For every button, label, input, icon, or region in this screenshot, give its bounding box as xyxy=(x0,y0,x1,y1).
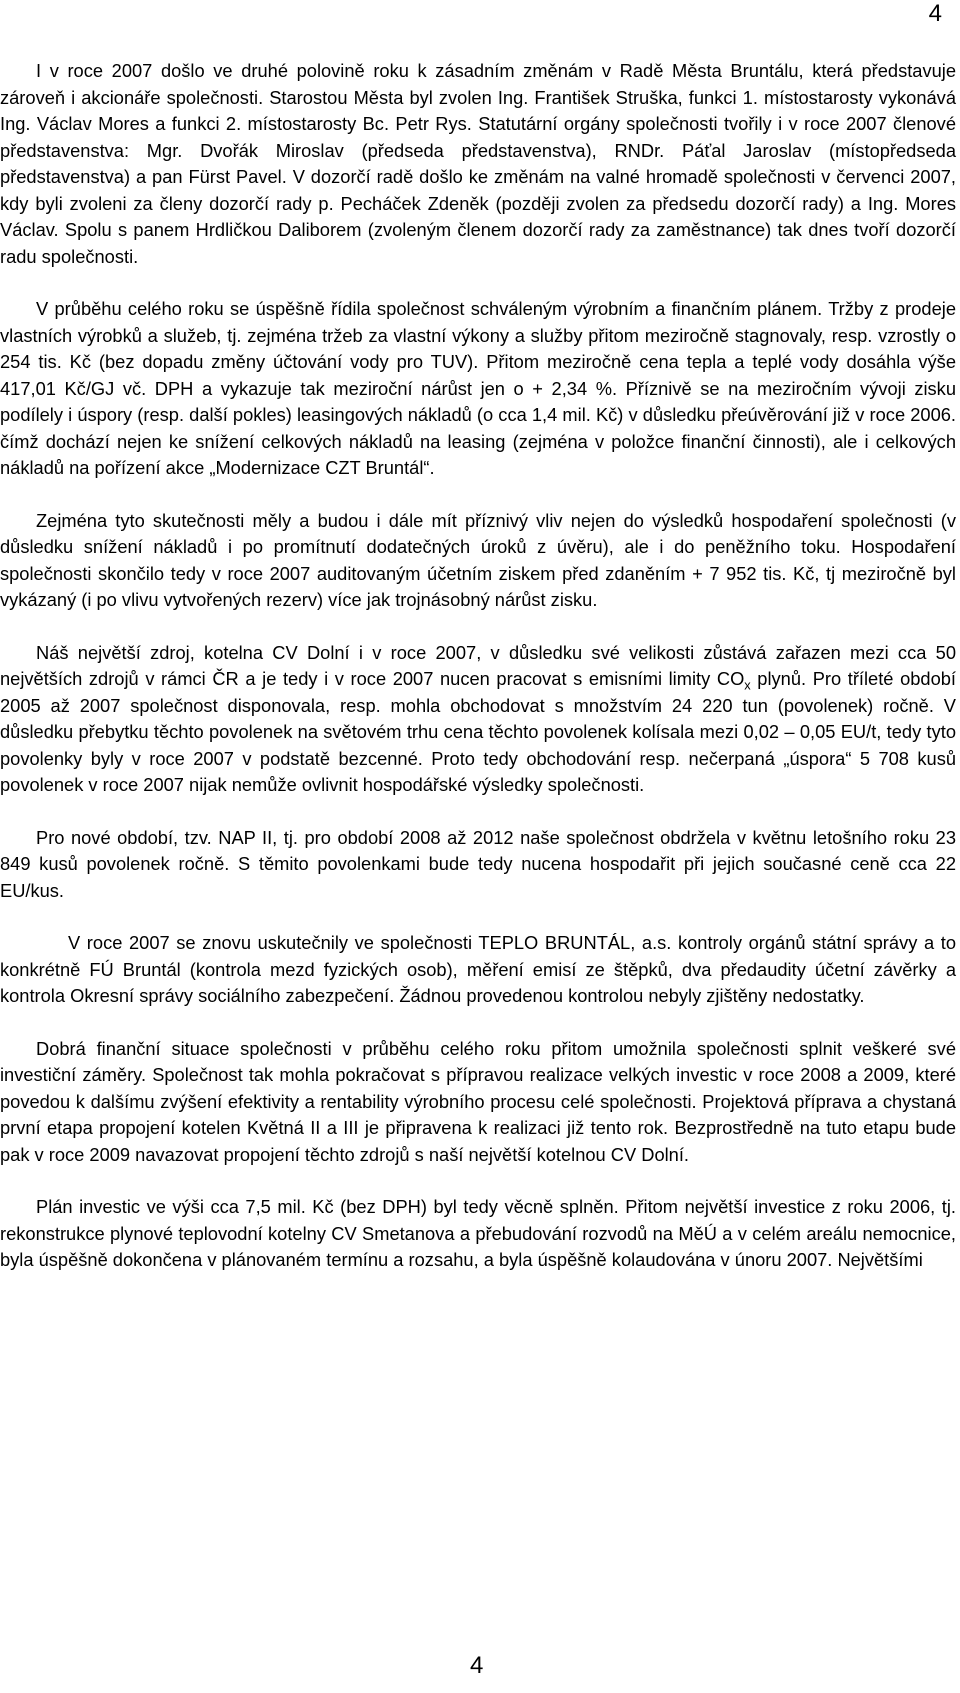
paragraph-emissions-text: Náš největší zdroj, kotelna CV Dolní i v roce 2007, v důsledku své velikosti zůstává zařazen mezi cca 50 největších zdrojů v rámci ČR a je tedy i v roce 2007 nucen pracovat s emisními limity CO xyxy=(0,641,956,689)
paragraph-inspections xyxy=(0,930,956,1010)
paragraph-emissions-text-cont: plynů. Pro tříleté období 2005 až 2007 společnost disponovala, resp. mohla obchodovat s množstvím 24 220 tun (povolenek) ročně. V důsledku přebytku těchto povolenek na světovém trhu cena těchto povolenek kolísala mezi 0,02 – 0,05 EU/t, tedy tyto povolenky byly v roce 2007 v podstatě bezcenné. Proto tedy obchodování resp. nečerpaná „úspora“ 5 708 kusů povolenek v roce 2007 nijak nemůže ovlivnit hospodářské výsledky společnosti. xyxy=(0,668,956,795)
paragraph-nap-text: Pro nové období, tzv. NAP II, tj. pro období 2008 až 2012 naše společnost obdržela v květnu letošního roku 23 849 kusů povolenek ročně. S těmito povolenkami bude tedy nucena hospodařit při jejich současné ceně cca 22 EU/kus. xyxy=(0,826,956,901)
paragraph-investments xyxy=(0,1036,956,1169)
paragraph-investment-plan-text: Plán investic ve výši cca 7,5 mil. Kč (bez DPH) byl tedy věcně splněn. Přitom největší investice z roku 2006, tj. rekonstrukce plynové teplovodní kotelny CV Smetanova a přebudování rozvodů na MěÚ a v celém areálu nemocnice, byla úspěšně dokončena v plánovaném termínu a rozsahu, a byla úspěšně kolaudována v únoru 2007. Největšími xyxy=(0,1196,956,1270)
paragraph-nap xyxy=(0,825,956,905)
paragraph-emissions xyxy=(0,640,956,799)
paragraph-investments-text: Dobrá finanční situace společnosti v průběhu celého roku přitom umožnila společnosti splnit veškeré své investiční záměry. Společnost tak mohla pokračovat s přípravou realizace velkých investic v roce 2008 a 2009, které povedou k dalšímu zvýšení efektivity a rentability výrobního procesu celé společnosti. Projektová příprava a chystaná první etapa propojení kotelen Květná II a III je připravena k realizaci již tento rok. Bezprostředně na tuto etapu bude pak v roce 2009 navazovat propojení těchto zdrojů s naší největší kotelnou CV Dolní. xyxy=(0,1037,956,1165)
paragraph-inspections-text: V roce 2007 se znovu uskutečnily ve společnosti TEPLO BRUNTÁL, a.s. kontroly orgánů státní správy a to konkrétně FÚ Bruntál (kontrola mezd fyzických osob), měření emisí ze štěpků, dva předaudity účetní závěrky a kontrola Okresní správy sociálního zabezpečení. Žádnou provedenou kontrolou nebyly zjištěny nedostatky. xyxy=(0,932,956,1006)
paragraph-profit-text: Zejména tyto skutečnosti měly a budou i dále mít příznivý vliv nejen do výsledků hospodaření společnosti (v důsledku snížení nákladů i po promítnutí dodatečných úroků z úvěru), ale i do peněžního toku. Hospodaření společnosti skončilo tedy v roce 2007 auditovaným účetním ziskem před zdaněním + 7 952 tis. Kč, tj meziročně byl vykázaný (i po vlivu vytvořených rezerv) více jak trojnásobný nárůst zisku. xyxy=(0,509,956,610)
paragraph-board-changes xyxy=(0,58,956,270)
paragraph-financial-plan xyxy=(0,296,956,482)
paragraph-investment-plan xyxy=(0,1194,956,1274)
paragraph-financial-plan-text: V průběhu celého roku se úspěšně řídila společnost schváleným výrobním a finančním plánem. Tržby z prodeje vlastních výrobků a služeb, tj. zejména tržeb za vlastní výkony a služby přitom meziročně stagnovaly, resp. vzrostly o 254 tis. Kč (bez dopadu změny účtování vody pro TUV). Přitom meziročně cena tepla a teplé vody dosáhla výše 417,01 Kč/GJ vč. DPH a vykazuje tak meziroční nárůst jen o + 2,34 %. Příznivě se na meziročním vývoji zisku podílely i úspory (resp. další pokles) leasingových nákladů (o cca 1,4 mil. Kč) v důsledku přeúvěrování již v roce 2006. čímž dochází nejen ke snížení celkových nákladů na leasing (zejména v položce finanční činnosti), ale i celkových nákladů na pořízení akce „Modernizace CZT Bruntál“. xyxy=(0,298,956,478)
paragraph-profit xyxy=(0,508,956,614)
paragraph-board-changes-text: I v roce 2007 došlo ve druhé polovině roku k zásadním změnám v Radě Města Bruntálu, která představuje zároveň i akcionáře společnosti. Starostou Města byl zvolen Ing. František Struška, funkci 1. místostarosty vykonává Ing. Václav Mores a funkci 2. místostarosty Bc. Petr Rys. Statutární orgány společnosti tvořily i v roce 2007 členové představenstva: Mgr. Dvořák Miroslav (předseda představenstva), RNDr. Páťal Jaroslav (místopředseda představenstva) a pan Fürst Pavel. V dozorčí radě došlo ke změnám na valné hromadě společnosti v červenci 2007, kdy byli zvoleni za členy dozorčí rady p. Pecháček Zdeněk (později zvolen za předsedu dozorčí rady) a Ing. Mores Václav. Spolu s panem Hrdličkou Daliborem (zvoleným členem dozorčí rady za zaměstnance) tak dnes tvoří dozorčí radu společnosti. xyxy=(0,60,956,267)
page-number-top: 4 xyxy=(928,0,942,27)
page-number-bottom: 4 xyxy=(470,1652,484,1679)
document-body xyxy=(0,58,956,1274)
co-subscript: x xyxy=(744,677,751,693)
